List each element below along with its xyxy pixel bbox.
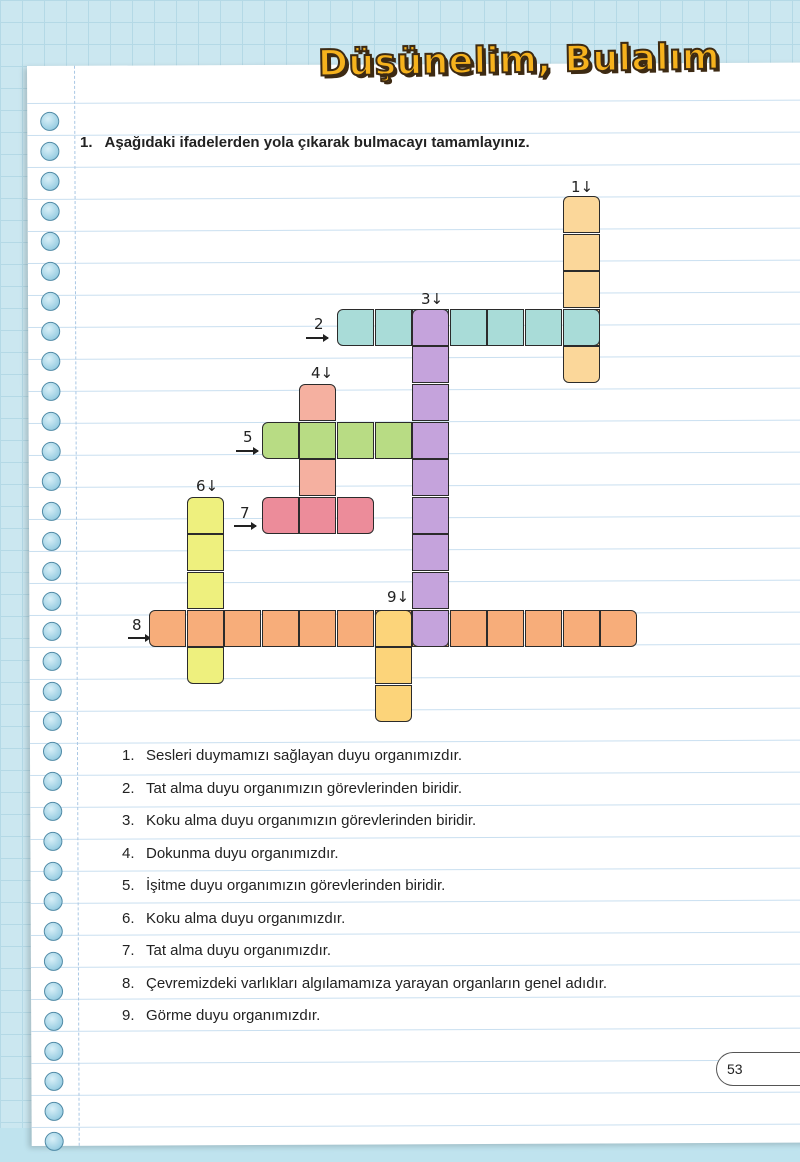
spiral-hole	[42, 472, 61, 491]
clue-item	[122, 1006, 607, 1039]
spiral-hole	[45, 1102, 64, 1121]
clue-number: 2.	[122, 779, 135, 797]
question-text: Aşağıdaki ifadelerden yola çıkarak bulmacayı tamamlayınız.	[104, 134, 530, 151]
spiral-hole	[41, 202, 60, 221]
clue-item	[122, 941, 607, 974]
spiral-hole	[40, 142, 59, 161]
crossword-cell-word-8[interactable]	[149, 610, 186, 647]
label-7: 7	[240, 504, 250, 522]
clue-item	[122, 811, 607, 844]
crossword-cell-word-8[interactable]	[487, 610, 524, 647]
crossword-cell-word-6[interactable]	[187, 497, 224, 534]
clue-item	[122, 746, 607, 779]
spiral-hole	[41, 322, 60, 341]
clue-number: 3.	[122, 812, 135, 829]
clue-list	[122, 746, 607, 1039]
crossword-cell-word-5[interactable]	[262, 422, 299, 459]
spiral-hole	[43, 802, 62, 821]
crossword-cell-word-1[interactable]	[563, 196, 600, 233]
spiral-hole	[44, 1042, 63, 1061]
spiral-hole	[42, 562, 61, 581]
crossword-cell-word-5[interactable]	[299, 422, 336, 459]
label-6: 6↓	[196, 477, 219, 495]
spiral-hole	[43, 742, 62, 761]
label-9: 9↓	[387, 588, 410, 606]
clue-item	[122, 844, 607, 877]
crossword-cell-word-8[interactable]	[299, 610, 336, 647]
clue-number: 7.	[122, 942, 135, 959]
crossword-cell-word-2[interactable]	[375, 309, 412, 346]
label-1: 1↓	[571, 178, 594, 196]
clue-text: Tat alma duyu organımızın görevlerinden biridir.	[146, 779, 462, 797]
crossword-cell-word-7[interactable]	[262, 497, 299, 534]
spiral-hole	[40, 172, 59, 191]
crossword-cell-word-6[interactable]	[187, 647, 224, 684]
crossword-cell-word-8[interactable]	[224, 610, 261, 647]
spiral-hole	[43, 862, 62, 881]
clue-item	[122, 909, 607, 942]
crossword-cell-word-4[interactable]	[299, 384, 336, 421]
label-5: 5	[243, 428, 253, 446]
crossword-cell-word-8[interactable]	[525, 610, 562, 647]
spiral-hole	[41, 292, 60, 311]
label-2: 2	[314, 315, 324, 333]
spiral-hole	[41, 382, 60, 401]
crossword-cell-word-7[interactable]	[337, 497, 374, 534]
crossword-cell-word-3[interactable]	[412, 384, 449, 421]
crossword-cell-word-2[interactable]	[525, 309, 562, 346]
crossword-cell-word-6[interactable]	[187, 572, 224, 609]
spiral-hole	[43, 712, 62, 731]
clue-text: Koku alma duyu organımızın görevlerinden biridir.	[146, 812, 477, 829]
clue-number: 1.	[122, 747, 135, 764]
crossword-cell-word-2[interactable]	[487, 309, 524, 346]
crossword-cell-word-2[interactable]	[450, 309, 487, 346]
crossword-cell-word-8[interactable]	[262, 610, 299, 647]
spiral-hole	[43, 832, 62, 851]
crossword-cell-word-4[interactable]	[299, 459, 336, 496]
spiral-hole	[44, 922, 63, 941]
spiral-hole	[41, 232, 60, 251]
question-1	[80, 134, 530, 151]
spiral-hole	[43, 682, 62, 701]
spiral-hole	[42, 502, 61, 521]
crossword-cell-word-5[interactable]	[375, 422, 412, 459]
crossword-cell-word-8[interactable]	[337, 610, 374, 647]
spiral-hole	[42, 592, 61, 611]
page-title: Düşünelim, Bulalım	[317, 36, 721, 85]
crossword-cell-word-9[interactable]	[375, 610, 412, 647]
spiral-hole	[44, 1072, 63, 1091]
crossword-cell-word-8[interactable]	[600, 610, 637, 647]
crossword-cell-word-3[interactable]	[412, 572, 449, 609]
label-8: 8	[132, 616, 142, 634]
crossword-cell-word-8[interactable]	[187, 610, 224, 647]
crossword-cell-word-6[interactable]	[187, 534, 224, 571]
crossword-cell-word-1[interactable]	[563, 234, 600, 271]
clue-number: 6.	[122, 909, 135, 927]
crossword-cell-word-7[interactable]	[299, 497, 336, 534]
crossword-cell-word-3[interactable]	[412, 422, 449, 459]
spiral-hole	[42, 412, 61, 431]
crossword-cell-word-3[interactable]	[412, 459, 449, 496]
crossword-cell-word-9[interactable]	[375, 647, 412, 684]
crossword-cell-word-5[interactable]	[337, 422, 374, 459]
crossword-cell-word-3[interactable]	[412, 497, 449, 534]
clue-number: 5.	[122, 877, 135, 894]
spiral-hole	[45, 1132, 64, 1151]
crossword-cell-word-3[interactable]	[412, 346, 449, 383]
margin-line	[74, 66, 80, 1146]
clue-text: İşitme duyu organımızın görevlerinden biridir.	[146, 877, 446, 894]
spiral-hole	[44, 892, 63, 911]
crossword-cell-word-3[interactable]	[412, 534, 449, 571]
spiral-hole	[42, 532, 61, 551]
spiral-hole	[42, 442, 61, 461]
spiral-hole	[44, 1012, 63, 1031]
crossword-cell-word-8[interactable]	[563, 610, 600, 647]
crossword-cell-word-8[interactable]	[450, 610, 487, 647]
label-3: 3↓	[421, 290, 444, 308]
crossword-cell-word-1[interactable]	[563, 346, 600, 383]
spiral-hole	[44, 952, 63, 971]
clue-item	[122, 974, 607, 1007]
spiral-hole	[43, 652, 62, 671]
spiral-hole	[41, 352, 60, 371]
clue-text: Görme duyu organımızdır.	[146, 1007, 321, 1024]
spiral-hole	[44, 982, 63, 1001]
clue-number: 9.	[122, 1007, 135, 1024]
page-number: 53	[716, 1052, 800, 1086]
clue-text: Dokunma duyu organımızdır.	[146, 844, 339, 862]
spiral-hole	[43, 772, 62, 791]
crossword-cell-word-3[interactable]	[412, 610, 449, 647]
spiral-holes	[40, 112, 64, 1162]
clue-item	[122, 779, 607, 812]
crossword-cell-word-1[interactable]	[563, 271, 600, 308]
clue-text: Koku alma duyu organımızdır.	[146, 909, 346, 927]
crossword-cell-word-2[interactable]	[563, 309, 600, 346]
clue-text: Tat alma duyu organımızdır.	[146, 942, 332, 959]
clue-text: Sesleri duymamızı sağlayan duyu organımızdır.	[146, 747, 462, 764]
clue-item	[122, 876, 607, 909]
spiral-hole	[41, 262, 60, 281]
clue-number: 8.	[122, 974, 135, 992]
label-4: 4↓	[311, 364, 334, 382]
spiral-hole	[40, 112, 59, 131]
crossword-cell-word-3[interactable]	[412, 309, 449, 346]
spiral-hole	[42, 622, 61, 641]
clue-text: Çevremizdeki varlıkları algılamamıza yarayan organların genel adıdır.	[146, 974, 608, 992]
clue-number: 4.	[122, 844, 135, 862]
question-number: 1.	[80, 134, 93, 151]
crossword-cell-word-2[interactable]	[337, 309, 374, 346]
crossword-cell-word-9[interactable]	[375, 685, 412, 722]
